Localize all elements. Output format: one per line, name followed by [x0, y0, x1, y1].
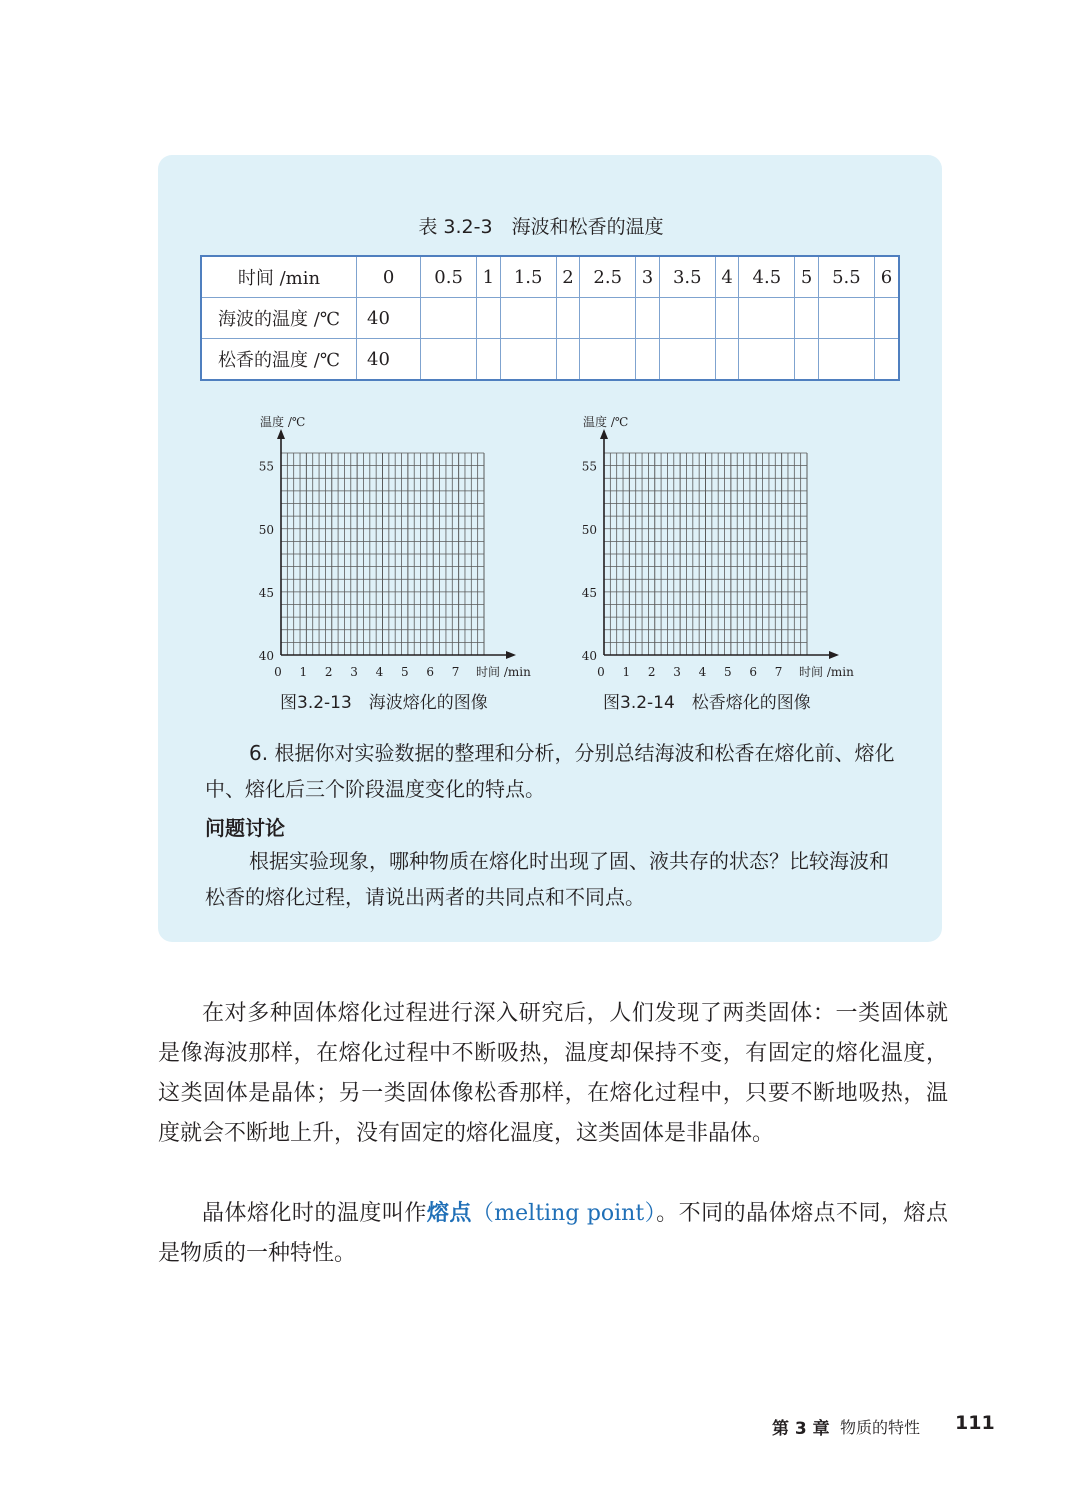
x-tick-label: 2: [647, 665, 656, 679]
discussion-heading: 问题讨论: [205, 816, 285, 840]
figure-caption-rosin: 图3.2-14 松香熔化的图像: [603, 693, 811, 713]
p2-after: 。不同的晶体熔点不同，熔点是物质的一种特性。: [158, 1201, 948, 1266]
y-tick-label: 50: [258, 522, 274, 537]
y-axis-arrow: [277, 429, 285, 439]
x-tick-label: 4: [375, 665, 384, 679]
x-axis-arrow: [506, 651, 516, 659]
term-melting-point-en: （melting point）: [471, 1201, 657, 1226]
footer-chapter: 第 3 章: [772, 1419, 830, 1439]
x-tick-label: 3: [673, 665, 681, 679]
discussion-text: 根据实验现象，哪种物质在熔化时出现了固、液共存的状态？比较海波和松香的熔化过程，请说出两者的共同点和不同点。: [205, 849, 889, 909]
table-cell: 40: [357, 298, 421, 339]
x-tick-label: 5: [401, 665, 409, 679]
question-6: 6. 根据你对实验数据的整理和分析，分别总结海波和松香在熔化前、熔化中、熔化后三个阶段温度变化的特点。: [205, 741, 895, 801]
table-cell: 1.5: [500, 256, 556, 298]
table-cell: 3: [636, 256, 660, 298]
table-cell: 1: [477, 256, 501, 298]
x-tick-label: 0: [597, 665, 605, 679]
x-tick-label: 7: [451, 665, 460, 679]
table-cell: 0: [357, 256, 421, 298]
y-axis-label: 温度 /℃: [260, 415, 306, 429]
y-axis-arrow: [600, 429, 608, 439]
page-number: 111: [955, 1412, 995, 1434]
y-tick-label: 55: [581, 459, 597, 474]
table-cell: 5.5: [818, 256, 874, 298]
p2-before: 晶体熔化时的温度叫作: [202, 1201, 427, 1226]
x-tick-label: 3: [350, 665, 358, 679]
table-cell: 5: [795, 256, 819, 298]
table-cell: 0.5: [421, 256, 477, 298]
table-cell: 3.5: [659, 256, 715, 298]
x-tick-label: 1: [622, 665, 631, 679]
body-paragraph-1: 在对多种固体熔化过程进行深入研究后，人们发现了两类固体：一类固体就是像海波那样，在熔化过程中不断吸热，温度却保持不变，有固定的熔化温度，这类固体是晶体；另一类固体像松香那样，在熔化过程中，只要不断地吸热，温度就会不断地上升，没有固定的熔化温度，这类固体是非晶体。: [158, 1001, 948, 1146]
table-title: 表 3.2-3 海波和松香的温度: [418, 216, 664, 238]
y-tick-label: 40: [258, 649, 274, 663]
figure-caption-hypo: 图3.2-13 海波熔化的图像: [280, 693, 488, 713]
y-tick-label: 45: [258, 585, 274, 600]
x-axis-label: 时间 /min: [799, 665, 854, 679]
x-tick-label: 6: [426, 665, 435, 679]
table-cell: 40: [357, 339, 421, 381]
row-header: 时间 /min: [201, 256, 357, 298]
x-tick-label: 5: [724, 665, 732, 679]
row-header: 松香的温度 /℃: [201, 339, 357, 381]
x-tick-label: 6: [749, 665, 758, 679]
table-cell: 4: [715, 256, 739, 298]
y-tick-label: 55: [258, 459, 274, 474]
table-cell: 2: [556, 256, 580, 298]
x-axis-arrow: [829, 651, 839, 659]
term-melting-point: 熔点: [426, 1201, 472, 1226]
y-tick-label: 50: [581, 522, 597, 537]
body-paragraph-2: [158, 1194, 948, 1274]
melting-graphs: [0, 0, 1082, 720]
y-axis-label: 温度 /℃: [583, 415, 629, 429]
footer-title: 物质的特性: [840, 1418, 921, 1437]
x-tick-label: 7: [774, 665, 783, 679]
x-tick-label: 4: [698, 665, 707, 679]
y-tick-label: 45: [581, 585, 597, 600]
x-axis-label: 时间 /min: [476, 665, 531, 679]
x-tick-label: 1: [299, 665, 308, 679]
y-tick-label: 40: [581, 649, 597, 663]
x-tick-label: 2: [324, 665, 333, 679]
table-cell: 2.5: [580, 256, 636, 298]
x-tick-label: 0: [274, 665, 282, 679]
row-header: 海波的温度 /℃: [201, 298, 357, 339]
table-cell: 4.5: [739, 256, 795, 298]
table-cell: 6: [874, 256, 899, 298]
